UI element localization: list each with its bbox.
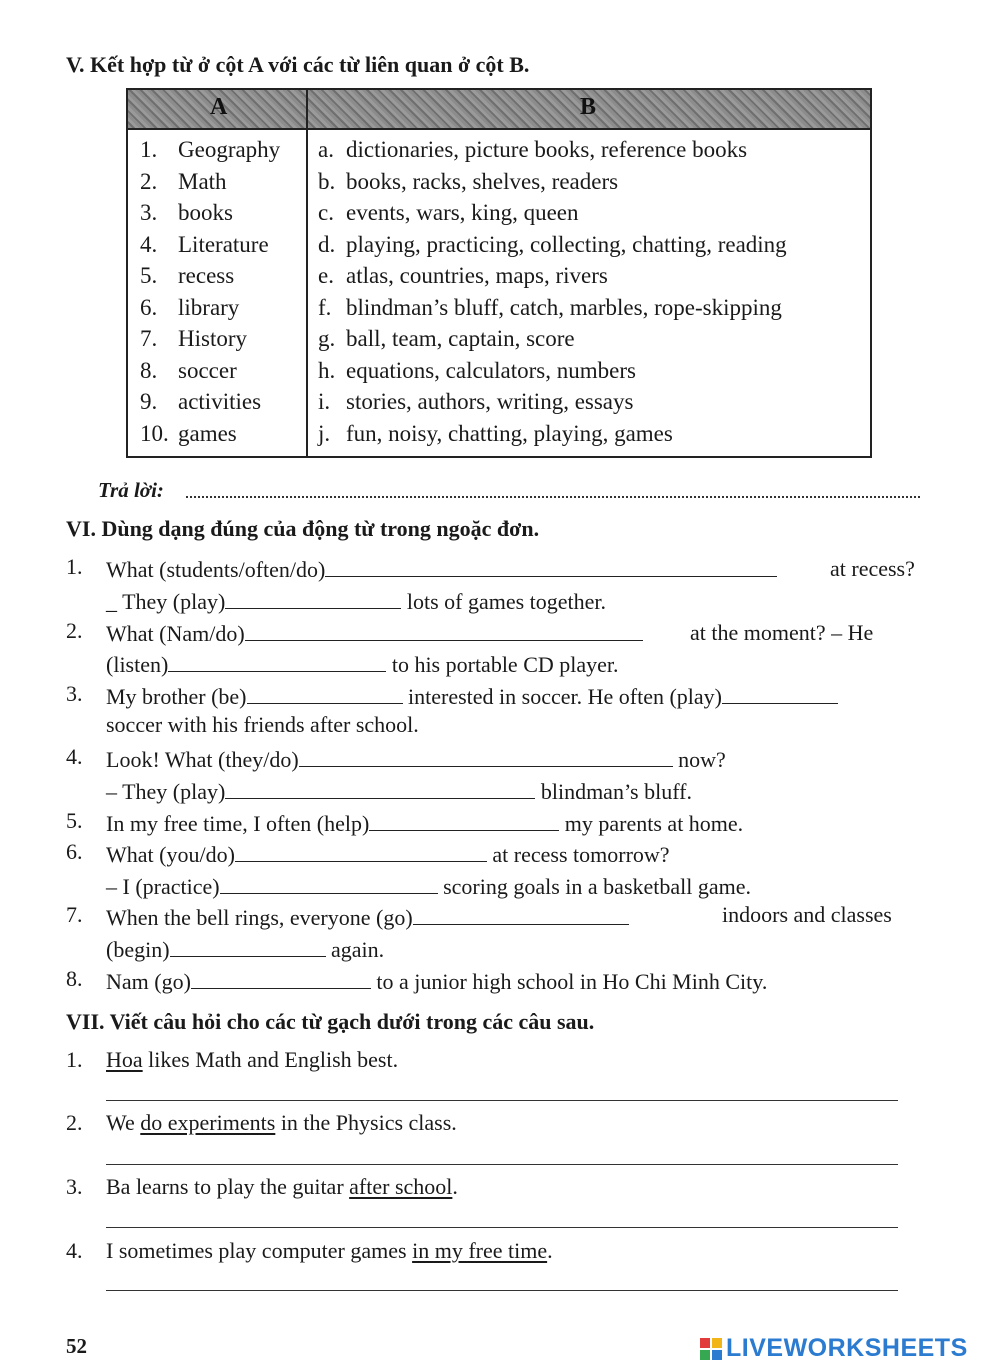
column-a <box>140 134 306 449</box>
prompt-text: – They (play) <box>106 779 226 804</box>
prompt-text: Nam (go) <box>106 969 191 994</box>
item-letter: e. <box>318 263 334 288</box>
item-text: fun, noisy, chatting, playing, games <box>346 420 673 446</box>
column-divider <box>306 90 308 456</box>
item-word: Geography <box>178 137 281 162</box>
prompt-text: In my free time, I often (help) <box>106 811 370 836</box>
item-text: playing, practicing, collecting, chatting, reading <box>346 231 787 257</box>
item-text: equations, calculators, numbers <box>346 357 636 383</box>
section-6-title: VI. Dùng dạng đúng của động từ trong ngoặc đơn. <box>66 516 540 541</box>
item-number: 8. <box>140 357 158 383</box>
prompt-text: What (Nam/do) <box>106 621 245 646</box>
underlined-word: Hoa <box>106 1047 143 1072</box>
answer-blank[interactable] <box>247 681 403 704</box>
list-item <box>318 229 868 261</box>
exercise-line <box>106 554 777 583</box>
item-number: 7. <box>66 902 83 927</box>
item-letter: f. <box>318 294 332 320</box>
list-item <box>140 134 306 166</box>
item-number: 1. <box>66 1047 83 1072</box>
item-word: History <box>178 326 247 351</box>
exercise-line <box>106 586 606 615</box>
item-text: dictionaries, picture books, reference books <box>346 137 748 162</box>
list-item <box>140 355 306 387</box>
list-item <box>318 355 868 387</box>
sentence-text: I sometimes play computer games <box>106 1238 413 1263</box>
list-item <box>140 229 306 261</box>
item-text: events, wars, king, queen <box>346 200 579 225</box>
item-number: 4. <box>66 744 83 769</box>
item-word: books <box>178 200 233 225</box>
question-sentence <box>106 1238 553 1264</box>
underlined-word: do experiments <box>140 1110 276 1135</box>
answer-blank[interactable] <box>235 839 487 862</box>
prompt-text: now? <box>678 747 726 772</box>
item-number: 7. <box>140 326 158 351</box>
exercise-line <box>106 776 692 805</box>
sentence-text: in the Physics class. <box>275 1110 457 1135</box>
item-letter: j. <box>318 420 331 446</box>
answer-blank[interactable] <box>245 618 643 641</box>
underlined-word: in my free time <box>412 1238 548 1263</box>
prompt-text: again. <box>331 937 385 962</box>
answer-blank[interactable] <box>170 934 326 957</box>
item-word: activities <box>178 389 262 414</box>
page-number: 52 <box>66 1334 87 1358</box>
list-item <box>140 197 306 229</box>
exercise-line <box>106 839 670 868</box>
prompt-text: scoring goals in a basketball game. <box>443 874 752 899</box>
column-b <box>318 134 868 449</box>
item-number: 5. <box>140 263 158 288</box>
item-number: 6. <box>140 294 158 320</box>
answer-line[interactable] <box>106 1164 898 1165</box>
prompt-text: my parents at home. <box>564 811 744 836</box>
list-item <box>318 292 868 324</box>
exercise-line <box>106 808 743 837</box>
answer-line[interactable] <box>106 1290 898 1291</box>
item-letter: h. <box>318 357 336 383</box>
list-item <box>318 134 868 166</box>
list-item <box>318 260 868 292</box>
item-letter: c. <box>318 200 334 225</box>
answer-blank[interactable] <box>722 681 838 704</box>
item-word: Literature <box>178 231 269 257</box>
exercise-line <box>106 744 726 773</box>
list-item <box>140 386 306 418</box>
list-item <box>140 323 306 355</box>
prompt-text: What (students/often/do) <box>106 557 326 582</box>
item-number: 9. <box>140 389 158 414</box>
item-word: recess <box>178 263 235 288</box>
item-number: 3. <box>140 200 158 225</box>
item-number: 1. <box>140 137 158 162</box>
answer-input-line[interactable] <box>186 496 920 498</box>
prompt-text: interested in soccer. He often (play) <box>408 684 722 709</box>
prompt-text: – I (practice) <box>106 874 220 899</box>
matching-table <box>126 88 872 458</box>
item-number: 10. <box>140 420 169 446</box>
list-item <box>140 260 306 292</box>
sentence-text: Ba learns to play the guitar <box>106 1174 350 1199</box>
prompt-text: (begin) <box>106 937 170 962</box>
list-item <box>318 166 868 198</box>
question-sentence <box>106 1110 457 1136</box>
item-text: ball, team, captain, score <box>346 326 575 351</box>
answer-blank[interactable] <box>225 776 535 799</box>
question-sentence <box>106 1047 398 1073</box>
question-sentence <box>106 1174 458 1200</box>
answer-blank[interactable] <box>225 586 401 609</box>
item-number: 2. <box>140 168 158 194</box>
column-a-header: A <box>210 94 228 120</box>
item-text: atlas, countries, maps, rivers <box>346 263 608 288</box>
item-number: 3. <box>66 1174 83 1199</box>
item-word: games <box>178 420 237 446</box>
sentence-text: likes Math and English best. <box>142 1047 399 1072</box>
liveworksheets-icon <box>700 1338 722 1360</box>
sentence-text: . <box>547 1238 553 1263</box>
exercise-line <box>106 871 751 900</box>
item-word: library <box>178 294 240 320</box>
prompt-text: _ They (play) <box>106 589 226 614</box>
item-number: 2. <box>66 618 83 643</box>
exercise-line <box>106 966 767 995</box>
prompt-text: Look! What (they/do) <box>106 747 299 772</box>
item-number: 8. <box>66 966 83 991</box>
item-number: 5. <box>66 808 83 833</box>
list-item <box>140 166 306 198</box>
item-letter: d. <box>318 231 336 257</box>
brand-name: LIVEWORKSHEETS <box>726 1334 968 1362</box>
item-number: 6. <box>66 839 83 864</box>
list-item <box>318 323 868 355</box>
answer-line[interactable] <box>106 1227 898 1228</box>
item-letter: i. <box>318 389 331 414</box>
exercise-line <box>106 934 384 963</box>
list-item <box>318 386 868 418</box>
item-number: 4. <box>66 1238 83 1263</box>
answer-line[interactable] <box>106 1100 898 1101</box>
item-word: soccer <box>178 357 237 383</box>
prompt-text: blindman’s bluff. <box>540 779 692 804</box>
answer-blank[interactable] <box>369 808 559 831</box>
item-letter: b. <box>318 168 336 194</box>
exercise-line <box>106 649 619 678</box>
item-number: 1. <box>66 554 83 579</box>
answer-blank[interactable] <box>220 871 438 894</box>
list-item <box>140 292 306 324</box>
answer-blank[interactable] <box>413 902 629 925</box>
prompt-text: (listen) <box>106 652 169 677</box>
prompt-text: soccer with his friends after school. <box>106 712 419 737</box>
item-number: 3. <box>66 681 83 706</box>
prompt-text: When the bell rings, everyone (go) <box>106 905 413 930</box>
answer-blank[interactable] <box>325 554 777 577</box>
answer-blank[interactable] <box>168 649 386 672</box>
prompt-text: indoors and classes <box>722 902 892 927</box>
sentence-text: . <box>452 1174 458 1199</box>
exercise-line <box>106 681 838 710</box>
column-b-header: B <box>580 94 597 120</box>
list-item <box>318 418 868 450</box>
prompt-text: What (you/do) <box>106 842 235 867</box>
prompt-text: at recess tomorrow? <box>492 842 670 867</box>
table-header <box>128 90 870 130</box>
exercise-line <box>106 902 629 931</box>
brand-logo <box>700 1334 968 1363</box>
item-text: stories, authors, writing, essays <box>346 389 634 414</box>
item-letter: a. <box>318 137 334 162</box>
sentence-text: We <box>106 1110 141 1135</box>
answer-blank[interactable] <box>191 966 371 989</box>
prompt-text: at recess? <box>830 556 915 581</box>
section-5-title: V. Kết hợp từ ở cột A với các từ liên quan ở cột B. <box>66 52 530 77</box>
exercise-line <box>106 618 643 647</box>
item-number: 2. <box>66 1110 83 1135</box>
list-item <box>140 418 306 450</box>
prompt-text: lots of games together. <box>406 589 607 614</box>
item-letter: g. <box>318 326 336 351</box>
prompt-text: to his portable CD player. <box>391 652 619 677</box>
item-word: Math <box>178 168 227 194</box>
prompt-text: to a junior high school in Ho Chi Minh City. <box>376 969 768 994</box>
item-text: blindman’s bluff, catch, marbles, rope-skipping <box>346 294 782 320</box>
item-number: 4. <box>140 231 158 257</box>
list-item <box>318 197 868 229</box>
answer-blank[interactable] <box>299 744 673 767</box>
section-7-title: VII. Viết câu hỏi cho các từ gạch dưới trong các câu sau. <box>66 1009 595 1034</box>
prompt-text: at the moment? – He <box>690 620 874 645</box>
prompt-text: My brother (be) <box>106 684 247 709</box>
item-text: books, racks, shelves, readers <box>346 168 619 194</box>
answer-label: Trả lời: <box>98 478 164 502</box>
underlined-word: after school <box>349 1174 453 1199</box>
